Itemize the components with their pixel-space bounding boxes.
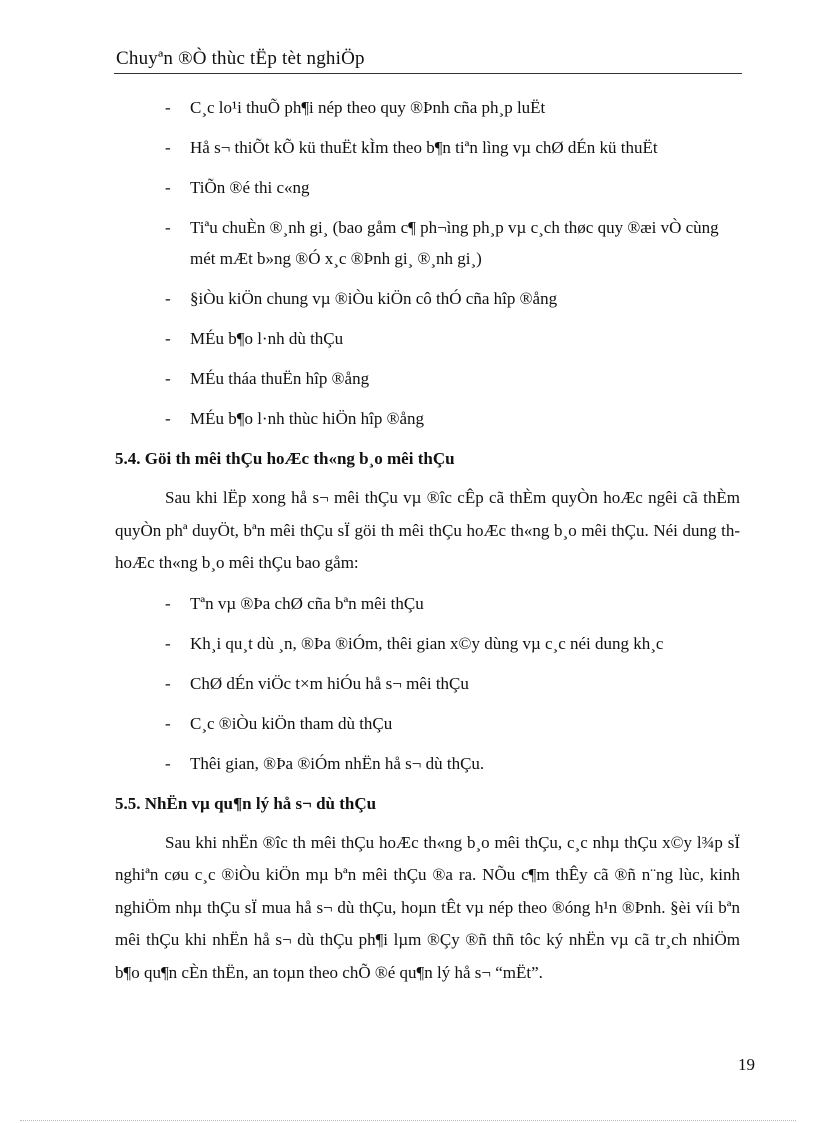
dash-bullet: - bbox=[165, 753, 171, 773]
page-number: 19 bbox=[738, 1055, 755, 1074]
list-item bbox=[115, 403, 740, 434]
list-item-text: C¸c ®iÒu kiÖn tham dù thÇu bbox=[190, 713, 393, 733]
page-header-title: Chuyªn ®Ò thùc tËp tèt nghiÖp bbox=[116, 48, 365, 69]
list-item bbox=[115, 363, 740, 394]
section-5-5-paragraph: Sau khi nhËn ®îc th mêi thÇu hoÆc th«ng b¸o mêi thÇu, c¸c nhµ thÇu x©y l¾p sÏ nghiªn cøu c¸c ®iÒu kiÖn mµ bªn mêi thÇu ®a ra. NÕu c¶m thÊy cã ®ñ n¨ng lùc, kinh nghiÖm nhµ thÇu sÏ mua hå s¬ dù thÇu, hoµn tÊt vµ nép theo ®óng h¹n ®Þnh. §èi víi bªn mêi thÇu khi nhËn hå s¬ dù thÇu ph¶i lµm ®Çy ®ñ thñ tôc ký nhËn vµ cã tr¸ch nhiÖm b¶o qu¶n cÈn thËn, an toµn theo chÕ ®é qu¶n lý hå s¬ “mËt”. bbox=[115, 832, 740, 982]
section-heading-5-5: 5.5. NhËn vµ qu¶n lý hå s¬ dù thÇu bbox=[115, 793, 377, 813]
dash-bullet: - bbox=[165, 329, 171, 348]
dash-bullet: - bbox=[165, 409, 171, 428]
list-item-text: Tiªu chuÈn ®¸nh gi¸ (bao gåm c¶ ph¬ìng ph¸p vµ c¸ch thøc quy ®æi vÒ cùng mét mÆt b»ng ®Ó x¸c ®Þnh gi¸ ®¸nh gi¸) bbox=[190, 218, 719, 268]
list-item-text: MÉu b¶o l·nh thùc hiÖn hîp ®ång bbox=[190, 409, 425, 428]
list-item bbox=[115, 323, 740, 354]
list-item bbox=[115, 132, 740, 163]
list-item-text: MÉu tháa thuËn hîp ®ång bbox=[190, 369, 370, 388]
document-body bbox=[115, 92, 740, 997]
list-item-text: TiÕn ®é thi c«ng bbox=[190, 178, 310, 197]
list-item bbox=[115, 283, 740, 314]
dash-bullet: - bbox=[165, 713, 171, 733]
invitation-contents-list bbox=[115, 588, 740, 779]
dash-bullet: - bbox=[165, 289, 171, 308]
dash-bullet: - bbox=[165, 369, 171, 388]
list-item-text: Kh¸i qu¸t dù ¸n, ®Þa ®iÓm, thêi gian x©y dùng vµ c¸c néi dung kh¸c bbox=[190, 633, 664, 653]
list-item bbox=[115, 172, 740, 203]
list-item-text: Hå s¬ thiÕt kÕ kü thuËt kÌm theo b¶n tiªn lìng vµ chØ dÉn kü thuËt bbox=[190, 138, 658, 157]
list-item-text: §iÒu kiÖn chung vµ ®iÒu kiÖn cô thÓ cña hîp ®ång bbox=[190, 289, 558, 308]
dash-bullet: - bbox=[165, 138, 171, 157]
header-rule bbox=[114, 73, 742, 74]
requirements-list bbox=[115, 92, 740, 434]
list-item bbox=[115, 588, 740, 619]
list-item bbox=[115, 668, 740, 699]
list-item-text: C¸c lo¹i thuÕ ph¶i nép theo quy ®Þnh cña ph¸p luËt bbox=[190, 98, 546, 117]
dash-bullet: - bbox=[165, 633, 171, 653]
footer-dotted-rule bbox=[20, 1120, 796, 1121]
list-item bbox=[115, 628, 740, 659]
list-item-text: Tªn vµ ®Þa chØ cña bªn mêi thÇu bbox=[190, 593, 424, 613]
list-item bbox=[115, 748, 740, 779]
dash-bullet: - bbox=[165, 673, 171, 693]
dash-bullet: - bbox=[165, 178, 171, 197]
section-5-4-paragraph: Sau khi lËp xong hå s¬ mêi thÇu vµ ®îc cÊp cã thÈm quyÒn hoÆc ngêi cã thÈm quyÒn phª duyÖt, bªn mêi thÇu sÏ göi th mêi thÇu hoÆc th«ng b¸o mêi thÇu. Néi dung th hoÆc th«ng b¸o mêi thÇu bao gåm: bbox=[115, 488, 740, 572]
dash-bullet: - bbox=[165, 593, 171, 613]
dash-bullet: - bbox=[165, 98, 171, 117]
list-item bbox=[115, 212, 740, 274]
list-item-text: ChØ dÉn viÖc t×m hiÓu hå s¬ mêi thÇu bbox=[190, 673, 469, 693]
dash-bullet: - bbox=[165, 218, 171, 237]
section-heading-5-4: 5.4. Göi th mêi thÇu hoÆc th«ng b¸o mêi thÇu bbox=[115, 449, 455, 468]
list-item bbox=[115, 92, 740, 123]
list-item-text: Thêi gian, ®Þa ®iÓm nhËn hå s¬ dù thÇu. bbox=[190, 753, 485, 773]
list-item bbox=[115, 708, 740, 739]
list-item-text: MÉu b¶o l·nh dù thÇu bbox=[190, 329, 344, 348]
